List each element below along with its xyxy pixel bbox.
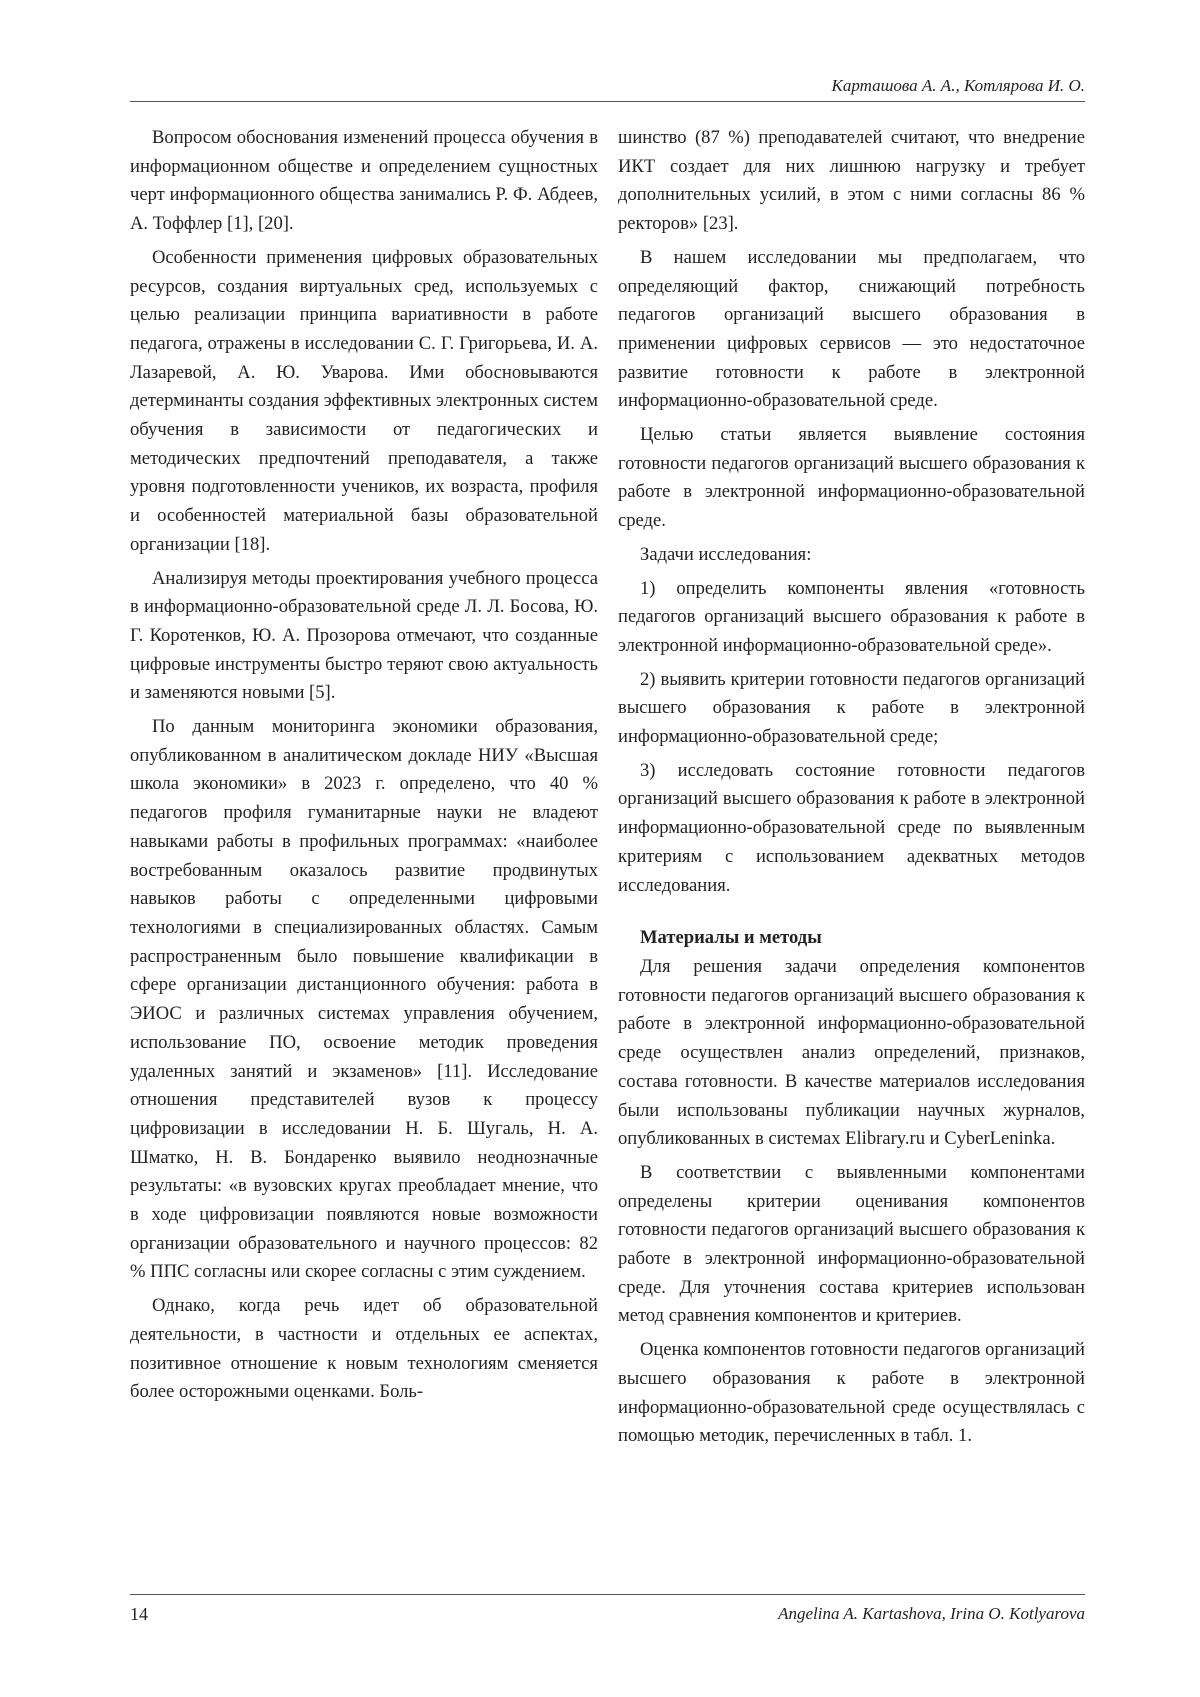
body-paragraph: Оценка компонентов готовности педагогов организаций высшего образования к работе в электронной информационно-образовательной среде осуществлялась с помощью методик, перечисленных в табл. 1.: [618, 1339, 1085, 1447]
right-column: [618, 124, 1085, 1456]
continued-paragraph: шинство (87 %) преподавателей считают, что внедрение ИКТ создает для них лишнюю нагрузку и требует дополнительных усилий, в этом с ними согласны 86 % ректоров» [23].: [618, 127, 1085, 235]
list-item: 1) определить компоненты явления «готовность педагогов организаций высшего образования к работе в электронной информационно-образовательной среде».: [618, 577, 1085, 656]
body-paragraph: Для решения задачи определения компонентов готовности педагогов организаций высшего образования к работе в электронной информационно-образовательной среде осуществлен анализ определений, признаков, состава готовности. В качестве материалов исследования были использованы публикации научных журналов, опубликованных в системах Elibrary.ru и CyberLeninka.: [618, 955, 1085, 1150]
left-column: [130, 124, 598, 1412]
body-paragraph: В соответствии с выявленными компонентами определены критерии оценивания компонентов готовности педагогов организаций высшего образования к работе в электронной информационно-образовательной среде. Для уточнения состава критериев использован метод сравнения компонентов и критериев.: [618, 1161, 1085, 1327]
body-paragraph: Целью статьи является выявление состояния готовности педагогов организаций высшего образования к работе в электронной информационно-образовательной среде.: [618, 424, 1085, 532]
body-paragraph: Задачи исследования:: [640, 543, 812, 565]
body-paragraph: Анализируя методы проектирования учебного процесса в информационно-образовательной среде Л. Л. Босова, Ю. Г. Коротенков, Ю. А. Прозорова отмечают, что созданные цифровые инструменты быстро теряют свою актуальность и заменяются новыми [5].: [130, 567, 598, 704]
body-paragraph: Вопросом обоснования изменений процесса обучения в информационном обществе и определением сущностных черт информационного общества занимались Р. Ф. Абдеев, А. Тоффлер [1], [20].: [130, 127, 598, 235]
list-item: 3) исследовать состояние готовности педагогов организаций высшего образования к работе в электронной информационно-образовательной среде по выявленным критериям с использованием адекватных методов исследования.: [618, 759, 1085, 896]
footer-divider: [130, 1594, 1085, 1595]
body-paragraph: Однако, когда речь идет об образовательной деятельности, в частности и отдельных ее аспектах, позитивное отношение к новым технологиям сменяется более осторожными оценками. Боль-: [130, 1295, 598, 1403]
list-item: 2) выявить критерии готовности педагогов организаций высшего образования к работе в электронной информационно-образовательной среде;: [618, 668, 1085, 748]
footer-authors: Angelina A. Kartashova, Irina O. Kotlyarova: [778, 1604, 1085, 1623]
section-heading: Материалы и методы: [640, 927, 822, 949]
body-paragraph: Особенности применения цифровых образовательных ресурсов, создания виртуальных сред, используемых с целью реализации принципа вариативности в работе педагога, отражены в исследовании С. Г. Григорьева, И. А. Лазаревой, А. Ю. Уварова. Ими обосновываются детерминанты создания эффективных электронных систем обучения в зависимости от педагогических и методических предпочтений преподавателя, а также уровня подготовленности учеников, их возраста, профиля и особенностей материальной базы образовательной организации [18].: [130, 246, 598, 555]
body-paragraph: В нашем исследовании мы предполагаем, что определяющий фактор, снижающий потребность педагогов организаций высшего образования в применении цифровых сервисов — это недостаточное развитие готовности к работе в электронной информационно-образовательной среде.: [618, 246, 1085, 412]
body-paragraph: По данным мониторинга экономики образования, опубликованном в аналитическом докладе НИУ «Высшая школа экономики» в 2023 г. определено, что 40 % педагогов профиля гуманитарные науки не владеют навыками работы в профильных программах: «наиболее востребованным оказалось развитие продвинутых навыков работы с определенными цифровыми технологиями в специализированных областях. Самым распространенным было повышение квалификации в сфере организации дистанционного обучения: работа в ЭИОС и различных системах управления обучением, использование ПО, освоение методик проведения удаленных занятий и экзаменов» [11]. Исследование отношения представителей вузов к процессу цифровизации в исследовании Н. Б. Шугаль, Н. А. Шматко, Н. В. Бондаренко выявило неоднозначные результаты: «в вузовских кругах преобладает мнение, что в ходе цифровизации появляются новые возможности организации образовательного и научного процессов: 82 % ППС согласны или скорее согласны с этим суждением.: [130, 716, 598, 1283]
running-header: Карташова А. А., Котлярова И. О.: [130, 76, 1085, 102]
page-number: 14: [130, 1604, 148, 1624]
